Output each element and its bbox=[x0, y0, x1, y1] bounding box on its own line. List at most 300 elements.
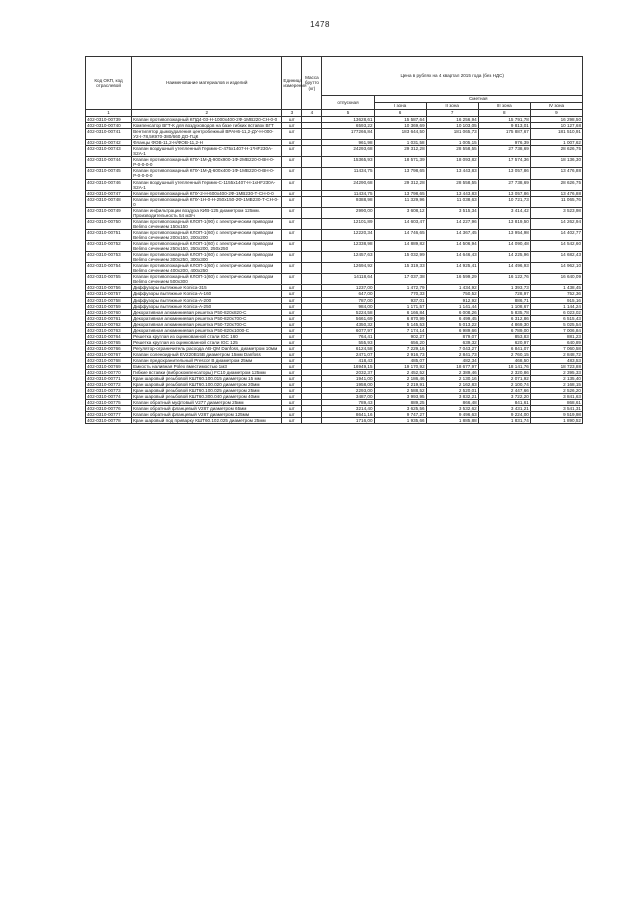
header-zone2: II зона bbox=[426, 103, 478, 110]
header-zone1: I зона bbox=[374, 103, 426, 110]
name-cell: Кран шаровый резьбовой КШТ60.100.025 диаметром 25мм bbox=[132, 388, 282, 394]
code-cell: 402-0310-00743 bbox=[86, 146, 132, 157]
release-price-cell: 984,00 bbox=[322, 303, 374, 309]
release-price-cell: 12220,34 bbox=[322, 229, 374, 240]
code-cell: 402-0310-00768 bbox=[86, 357, 132, 363]
name-cell: Решетка круглая из оцинкованной стали IGC 160 bbox=[132, 333, 282, 339]
name-cell: Клапан противопожарный КЛОП-1(60) с электрическим приводом Belimo сечением 200х150, 200х200 bbox=[132, 229, 282, 240]
zone4-price-cell: 2 395,33 bbox=[530, 370, 582, 376]
zone4-price-cell: 18 136,30 bbox=[530, 157, 582, 168]
zone3-price-cell: 3 431,21 bbox=[478, 406, 530, 412]
code-cell: 402-0310-00766 bbox=[86, 345, 132, 351]
release-price-cell: 961,98 bbox=[322, 140, 374, 146]
zone1-price-cell: 6 870,99 bbox=[374, 315, 426, 321]
header-release: отпускная bbox=[322, 96, 374, 110]
unit-cell: шт bbox=[282, 388, 302, 394]
mass-cell bbox=[302, 146, 322, 157]
code-cell: 402-0310-00760 bbox=[86, 309, 132, 315]
zone4-price-cell: 3 541,31 bbox=[530, 406, 582, 412]
unit-cell: шт bbox=[282, 351, 302, 357]
zone3-price-cell: 13 057,86 bbox=[478, 190, 530, 196]
zone3-price-cell: 9 224,00 bbox=[478, 412, 530, 418]
zone3-price-cell: 886,71 bbox=[478, 297, 530, 303]
zone2-price-cell: 11 038,63 bbox=[426, 196, 478, 207]
price-table bbox=[85, 56, 583, 424]
mass-cell bbox=[302, 129, 322, 140]
zone4-price-cell: 5 025,54 bbox=[530, 321, 582, 327]
zone3-price-cell: 976,39 bbox=[478, 140, 530, 146]
column-number: 6 bbox=[374, 110, 426, 117]
name-cell: Клапан обратный фланцевый V287 диаметром 125мм bbox=[132, 412, 282, 418]
release-price-cell: 12101,89 bbox=[322, 218, 374, 229]
zone1-price-cell: 7 174,14 bbox=[374, 327, 426, 333]
code-cell: 402-0310-00757 bbox=[86, 291, 132, 297]
name-cell: Клапан противопожарный КПУ-2-Н-600х400-2Ф-1МВ230-Т-СН-0-0 bbox=[132, 190, 282, 196]
zone4-price-cell: 9 519,98 bbox=[530, 412, 582, 418]
unit-cell: шт bbox=[282, 327, 302, 333]
table-row bbox=[86, 418, 583, 424]
code-cell: 402-0310-00769 bbox=[86, 364, 132, 370]
unit-cell: шт bbox=[282, 364, 302, 370]
zone2-price-cell: 7 043,27 bbox=[426, 345, 478, 351]
zone2-price-cell: 2 389,46 bbox=[426, 370, 478, 376]
code-cell: 402-0310-00758 bbox=[86, 297, 132, 303]
mass-cell bbox=[302, 168, 322, 179]
code-cell: 402-0310-00741 bbox=[86, 129, 132, 140]
header-mass: Масса брутто (кг) bbox=[302, 57, 322, 110]
code-cell: 402-0310-00747 bbox=[86, 190, 132, 196]
zone1-price-cell: 6 166,84 bbox=[374, 309, 426, 315]
release-price-cell: 16949,15 bbox=[322, 364, 374, 370]
header-price-group: Цена в рублях на 4 квартал 2015 года (без НДС) bbox=[322, 57, 583, 96]
zone3-price-cell: 16 122,76 bbox=[478, 274, 530, 285]
unit-cell: шт bbox=[282, 168, 302, 179]
unit-cell: шт bbox=[282, 218, 302, 229]
release-price-cell: 9388,98 bbox=[322, 196, 374, 207]
zone2-price-cell: 28 558,55 bbox=[426, 146, 478, 157]
name-cell: Клапан противопожарный КПУ-1Н-0-Н-250х150-2Ф-1МВ230-Т-СН-0-0 bbox=[132, 196, 282, 207]
unit-cell: шт bbox=[282, 140, 302, 146]
name-cell: Кран шаровый резьбовой КШТ60.100.020 диаметром 20мм bbox=[132, 382, 282, 388]
zone3-price-cell: 728,97 bbox=[478, 291, 530, 297]
unit-cell: шт bbox=[282, 146, 302, 157]
zone3-price-cell: 9 813,01 bbox=[478, 123, 530, 129]
zone1-price-cell: 3 608,12 bbox=[374, 207, 426, 218]
release-price-cell: 764,41 bbox=[322, 333, 374, 339]
zone4-price-cell: 14 962,10 bbox=[530, 263, 582, 274]
release-price-cell: 12338,98 bbox=[322, 241, 374, 252]
zone3-price-cell: 5 835,78 bbox=[478, 309, 530, 315]
zone1-price-cell: 2 452,52 bbox=[374, 370, 426, 376]
zone3-price-cell: 2 320,86 bbox=[478, 370, 530, 376]
zone2-price-cell: 639,32 bbox=[426, 339, 478, 345]
release-price-cell: 2990,00 bbox=[322, 207, 374, 218]
name-cell: Фланцы ФОВ-11,2-Н/ФОВ-11,2-Н bbox=[132, 140, 282, 146]
code-cell: 402-0310-00776 bbox=[86, 406, 132, 412]
zone1-price-cell: 13 798,65 bbox=[374, 190, 426, 196]
zone4-price-cell: 2 168,15 bbox=[530, 382, 582, 388]
release-price-cell: 24290,68 bbox=[322, 179, 374, 190]
release-price-cell: 2032,37 bbox=[322, 370, 374, 376]
release-price-cell: 14118,64 bbox=[322, 274, 374, 285]
zone2-price-cell: 16 599,29 bbox=[426, 274, 478, 285]
release-price-cell: 12694,92 bbox=[322, 263, 374, 274]
name-cell: Клапан противопожарный КПУ-1М-Д-900х900-1Ф-2МВ220-0-ВН-0-Р-0-0-0-0 bbox=[132, 157, 282, 168]
zone1-price-cell: 183 644,50 bbox=[374, 129, 426, 140]
release-price-cell: 8641,16 bbox=[322, 412, 374, 418]
zone1-price-cell: 1 935,66 bbox=[374, 418, 426, 424]
zone4-price-cell: 3 841,63 bbox=[530, 394, 582, 400]
unit-cell: шт bbox=[282, 418, 302, 424]
code-cell: 402-0310-00770 bbox=[86, 370, 132, 376]
unit-cell: шт bbox=[282, 333, 302, 339]
table-row bbox=[86, 157, 583, 168]
zone3-price-cell: 3 722,20 bbox=[478, 394, 530, 400]
unit-cell: шт bbox=[282, 303, 302, 309]
mass-cell bbox=[302, 252, 322, 263]
header-code: Код ОКП, код отраслевой bbox=[86, 57, 132, 110]
unit-cell: шт bbox=[282, 157, 302, 168]
release-price-cell: 177266,84 bbox=[322, 129, 374, 140]
release-price-cell: 3214,40 bbox=[322, 406, 374, 412]
zone4-price-cell: 640,89 bbox=[530, 339, 582, 345]
header-zone3: III зона bbox=[478, 103, 530, 110]
table-row bbox=[86, 207, 583, 218]
zone1-price-cell: 17 037,38 bbox=[374, 274, 426, 285]
unit-cell: шт bbox=[282, 357, 302, 363]
code-cell: 402-0310-00756 bbox=[86, 285, 132, 291]
zone1-price-cell: 3 625,56 bbox=[374, 406, 426, 412]
column-number: 2 bbox=[132, 110, 282, 117]
zone4-price-cell: 181 510,91 bbox=[530, 129, 582, 140]
zone2-price-cell: 879,07 bbox=[426, 333, 478, 339]
zone1-price-cell: 15 319,33 bbox=[374, 263, 426, 274]
name-cell: Регулятор-ограничитель расхода AB-QM Danfoss, диаметром 10мм bbox=[132, 345, 282, 351]
zone3-price-cell: 853,83 bbox=[478, 333, 530, 339]
code-cell: 402-0310-00774 bbox=[86, 394, 132, 400]
zone4-price-cell: 7 006,84 bbox=[530, 327, 582, 333]
name-cell: Декоративная алюминиевая решетка Р50-720х700-С bbox=[132, 321, 282, 327]
zone4-price-cell: 28 626,75 bbox=[530, 146, 582, 157]
name-cell: Диффузоры вытяжные Konica-А-160 bbox=[132, 291, 282, 297]
zone4-price-cell: 16 298,50 bbox=[530, 117, 582, 123]
mass-cell bbox=[302, 418, 322, 424]
unit-cell: шт bbox=[282, 315, 302, 321]
name-cell: Клапан противопожарный КЛОП-1(60) с электрическим приводом Belimo сечением 250х150, 250х200, 250х250 bbox=[132, 241, 282, 252]
name-cell: Декоративная алюминиевая решетка Р50-820х820-С bbox=[132, 309, 282, 315]
zone3-price-cell: 6 789,00 bbox=[478, 327, 530, 333]
zone1-price-cell: 10 369,69 bbox=[374, 123, 426, 129]
name-cell: Клапан обратный муфтовый V277 диаметром 25мм bbox=[132, 400, 282, 406]
name-cell: Вентилятор дымоудаления центробежный ВРАН6-11,2-ДУ-Н-000-У2-I-78,5К970-380/660 ДО-ГЦК bbox=[132, 129, 282, 140]
code-cell: 402-0310-00751 bbox=[86, 229, 132, 240]
page-number: 1478 bbox=[310, 20, 330, 29]
name-cell: Клапан противопожарный КПД4-03-Н-1000х400-2Ф-1МВ220-СН-0-0 bbox=[132, 117, 282, 123]
zone1-price-cell: 656,20 bbox=[374, 339, 426, 345]
unit-cell: шт bbox=[282, 123, 302, 129]
zone3-price-cell: 13 057,86 bbox=[478, 168, 530, 179]
column-number-row bbox=[86, 110, 583, 117]
zone2-price-cell: 14 227,96 bbox=[426, 218, 478, 229]
name-cell: Кран шаровый под приварку КШТ60.102.025 диаметром 25мм bbox=[132, 418, 282, 424]
zone4-price-cell: 1 007,62 bbox=[530, 140, 582, 146]
zone4-price-cell: 13 476,88 bbox=[530, 190, 582, 196]
code-cell: 402-0310-00777 bbox=[86, 412, 132, 418]
name-cell: Диффузоры вытяжные Konica-А-250 bbox=[132, 303, 282, 309]
table-body bbox=[86, 117, 583, 424]
unit-cell: шт bbox=[282, 229, 302, 240]
release-price-cell: 6124,58 bbox=[322, 345, 374, 351]
unit-cell: шт bbox=[282, 376, 302, 382]
zone1-price-cell: 902,27 bbox=[374, 333, 426, 339]
column-number: 1 bbox=[86, 110, 132, 117]
code-cell: 402-0310-00754 bbox=[86, 263, 132, 274]
zone2-price-cell: 3 832,21 bbox=[426, 394, 478, 400]
zone1-price-cell: 15 587,64 bbox=[374, 117, 426, 123]
table-row bbox=[86, 218, 583, 229]
column-number: 3 bbox=[282, 110, 302, 117]
release-price-cell: 6593,22 bbox=[322, 123, 374, 129]
unit-cell: шт bbox=[282, 370, 302, 376]
zone4-price-cell: 6 023,02 bbox=[530, 309, 582, 315]
zone2-price-cell: 3 532,62 bbox=[426, 406, 478, 412]
table-row bbox=[86, 252, 583, 263]
zone4-price-cell: 752,36 bbox=[530, 291, 582, 297]
release-price-cell: 4350,32 bbox=[322, 321, 374, 327]
table-row bbox=[86, 263, 583, 274]
code-cell: 402-0310-00763 bbox=[86, 327, 132, 333]
release-price-cell: 1941,00 bbox=[322, 376, 374, 382]
zone2-price-cell: 482,34 bbox=[426, 357, 478, 363]
name-cell: Клапан инфильтрации воздуха КИВ-125 диаметром 125мм. Производительность 54 м3/ч bbox=[132, 207, 282, 218]
zone1-price-cell: 7 229,16 bbox=[374, 345, 426, 351]
header-estimate: Сметная bbox=[374, 96, 582, 103]
zone1-price-cell: 2 186,46 bbox=[374, 376, 426, 382]
zone2-price-cell: 14 646,43 bbox=[426, 252, 478, 263]
code-cell: 402-0310-00749 bbox=[86, 207, 132, 218]
release-price-cell: 13628,61 bbox=[322, 117, 374, 123]
code-cell: 402-0310-00750 bbox=[86, 218, 132, 229]
code-cell: 402-0310-00773 bbox=[86, 388, 132, 394]
code-cell: 402-0310-00778 bbox=[86, 418, 132, 424]
zone4-price-cell: 1 438,45 bbox=[530, 285, 582, 291]
unit-cell: шт bbox=[282, 252, 302, 263]
zone2-price-cell: 18 677,97 bbox=[426, 364, 478, 370]
name-cell: Клапан противопожарный КЛОП-1(60) с электрическим приводом Belimo сечением 500х300 bbox=[132, 274, 282, 285]
zone4-price-cell: 3 523,98 bbox=[530, 207, 582, 218]
unit-cell: шт bbox=[282, 179, 302, 190]
zone3-price-cell: 841,61 bbox=[478, 400, 530, 406]
code-cell: 402-0310-00761 bbox=[86, 315, 132, 321]
zone3-price-cell: 1 393,73 bbox=[478, 285, 530, 291]
release-price-cell: 647,00 bbox=[322, 291, 374, 297]
column-number: 7 bbox=[426, 110, 478, 117]
release-price-cell: 787,00 bbox=[322, 297, 374, 303]
name-cell: Клапан противопожарный КЛОП-1(60) с электрическим приводом Belimo сечением 300х250, 300х300 bbox=[132, 252, 282, 263]
code-cell: 402-0310-00755 bbox=[86, 274, 132, 285]
zone3-price-cell: 13 954,98 bbox=[478, 229, 530, 240]
zone2-price-cell: 18 093,82 bbox=[426, 157, 478, 168]
zone2-price-cell: 2 520,01 bbox=[426, 388, 478, 394]
release-price-cell: 789,43 bbox=[322, 400, 374, 406]
name-cell: Клапан воздушный утепленный Гермик-С-475х1407-Н-1*НF230А-S2А-1 bbox=[132, 146, 282, 157]
zone3-price-cell: 27 738,69 bbox=[478, 179, 530, 190]
zone1-price-cell: 29 312,28 bbox=[374, 179, 426, 190]
code-cell: 402-0310-00772 bbox=[86, 382, 132, 388]
zone2-price-cell: 912,92 bbox=[426, 297, 478, 303]
zone2-price-cell: 866,48 bbox=[426, 400, 478, 406]
code-cell: 402-0310-00767 bbox=[86, 351, 132, 357]
zone1-price-cell: 11 329,96 bbox=[374, 196, 426, 207]
release-price-cell: 2471,07 bbox=[322, 351, 374, 357]
mass-cell bbox=[302, 207, 322, 218]
code-cell: 402-0310-00765 bbox=[86, 339, 132, 345]
zone2-price-cell: 1 005,15 bbox=[426, 140, 478, 146]
name-cell: Клапан предохранительный Prescor B диаметром 25мм bbox=[132, 357, 282, 363]
zone3-price-cell: 2 447,66 bbox=[478, 388, 530, 394]
unit-cell: шт bbox=[282, 412, 302, 418]
zone1-price-cell: 2 588,52 bbox=[374, 388, 426, 394]
zone2-price-cell: 2 130,16 bbox=[426, 376, 478, 382]
zone4-price-cell: 868,61 bbox=[530, 400, 582, 406]
release-price-cell: 15365,93 bbox=[322, 157, 374, 168]
unit-cell: шт bbox=[282, 291, 302, 297]
zone2-price-cell: 13 443,83 bbox=[426, 168, 478, 179]
release-price-cell: 3487,00 bbox=[322, 394, 374, 400]
release-price-cell: 5661,69 bbox=[322, 315, 374, 321]
unit-cell: шт bbox=[282, 274, 302, 285]
zone4-price-cell: 881,23 bbox=[530, 333, 582, 339]
name-cell: Клапан обратный фланцевый V287 диаметром 65мм bbox=[132, 406, 282, 412]
mass-cell bbox=[302, 229, 322, 240]
zone4-price-cell: 915,16 bbox=[530, 297, 582, 303]
unit-cell: шт bbox=[282, 263, 302, 274]
header-name: Наименование материалов и изделий bbox=[132, 57, 282, 110]
name-cell: Гибкие вставки (виброкомпенсаторы) FC10 диаметром 125мм bbox=[132, 370, 282, 376]
zone4-price-cell: 14 402,77 bbox=[530, 229, 582, 240]
table-row bbox=[86, 241, 583, 252]
table-row bbox=[86, 168, 583, 179]
code-cell: 402-0310-00759 bbox=[86, 303, 132, 309]
zone4-price-cell: 18 723,88 bbox=[530, 364, 582, 370]
code-cell: 402-0310-00748 bbox=[86, 196, 132, 207]
zone3-price-cell: 14 090,48 bbox=[478, 241, 530, 252]
zone2-price-cell: 5 013,22 bbox=[426, 321, 478, 327]
name-cell: Решетка круглая из оцинкованной стали IGC 125 bbox=[132, 339, 282, 345]
release-price-cell: 11434,75 bbox=[322, 190, 374, 196]
zone4-price-cell: 2 848,72 bbox=[530, 351, 582, 357]
release-price-cell: 5224,58 bbox=[322, 309, 374, 315]
zone3-price-cell: 10 721,73 bbox=[478, 196, 530, 207]
zone1-price-cell: 889,25 bbox=[374, 400, 426, 406]
zone4-price-cell: 483,53 bbox=[530, 357, 582, 363]
unit-cell: шт bbox=[282, 196, 302, 207]
name-cell: Декоративная алюминиевая решетка Р50-820х700-С bbox=[132, 315, 282, 321]
zone4-price-cell: 14 262,94 bbox=[530, 218, 582, 229]
zone3-price-cell: 4 869,30 bbox=[478, 321, 530, 327]
zone1-price-cell: 19 170,92 bbox=[374, 364, 426, 370]
table-row bbox=[86, 129, 583, 140]
unit-cell: шт bbox=[282, 117, 302, 123]
zone3-price-cell: 2 071,92 bbox=[478, 376, 530, 382]
name-cell: Кран шаровый резьбовой КШТ60.100.015 диаметром 15 мм bbox=[132, 376, 282, 382]
mass-cell bbox=[302, 157, 322, 168]
name-cell: Компенсатор ВГТ-К для воздуховодов на базе гибких вставок ВГТ bbox=[132, 123, 282, 129]
zone2-price-cell: 750,52 bbox=[426, 291, 478, 297]
header-zone4: IV зона bbox=[530, 103, 582, 110]
code-cell: 402-0310-00745 bbox=[86, 168, 132, 179]
table-row bbox=[86, 229, 583, 240]
zone2-price-cell: 14 367,45 bbox=[426, 229, 478, 240]
zone1-price-cell: 1 472,79 bbox=[374, 285, 426, 291]
zone2-price-cell: 10 103,05 bbox=[426, 123, 478, 129]
zone1-price-cell: 3 993,95 bbox=[374, 394, 426, 400]
name-cell: Клапан противопожарный КПУ-1М-Д-600х400-1Ф-1МВ220-0-ВН-0-Р-0-0-0-0 bbox=[132, 168, 282, 179]
code-cell: 402-0310-00742 bbox=[86, 140, 132, 146]
zone3-price-cell: 6 841,07 bbox=[478, 345, 530, 351]
column-number: 8 bbox=[478, 110, 530, 117]
mass-cell bbox=[302, 196, 322, 207]
name-cell: Диффузоры вытяжные Konica-315 bbox=[132, 285, 282, 291]
zone2-price-cell: 1 141,44 bbox=[426, 303, 478, 309]
header-unit: Единица измерения bbox=[282, 57, 302, 110]
zone4-price-cell: 1 144,24 bbox=[530, 303, 582, 309]
zone1-price-cell: 13 798,65 bbox=[374, 168, 426, 179]
release-price-cell: 24293,68 bbox=[322, 146, 374, 157]
release-price-cell: 555,93 bbox=[322, 339, 374, 345]
zone1-price-cell: 5 145,53 bbox=[374, 321, 426, 327]
zone3-price-cell: 2 100,74 bbox=[478, 382, 530, 388]
zone2-price-cell: 13 443,83 bbox=[426, 190, 478, 196]
unit-cell: шт bbox=[282, 321, 302, 327]
code-cell: 402-0310-00753 bbox=[86, 252, 132, 263]
column-number: 5 bbox=[322, 110, 374, 117]
unit-cell: шт bbox=[282, 190, 302, 196]
unit-cell: шт bbox=[282, 207, 302, 218]
zone4-price-cell: 11 065,76 bbox=[530, 196, 582, 207]
zone4-price-cell: 2 135,40 bbox=[530, 376, 582, 382]
zone2-price-cell: 16 256,94 bbox=[426, 117, 478, 123]
name-cell: Диффузоры вытяжные Konica-А-200 bbox=[132, 297, 282, 303]
code-cell: 402-0310-00764 bbox=[86, 333, 132, 339]
zone3-price-cell: 27 738,69 bbox=[478, 146, 530, 157]
zone1-price-cell: 770,33 bbox=[374, 291, 426, 297]
zone3-price-cell: 175 887,67 bbox=[478, 129, 530, 140]
zone3-price-cell: 15 791,78 bbox=[478, 117, 530, 123]
zone2-price-cell: 2 841,73 bbox=[426, 351, 478, 357]
zone2-price-cell: 14 925,41 bbox=[426, 263, 478, 274]
zone1-price-cell: 9 747,27 bbox=[374, 412, 426, 418]
zone1-price-cell: 15 032,99 bbox=[374, 252, 426, 263]
zone4-price-cell: 6 515,43 bbox=[530, 315, 582, 321]
zone1-price-cell: 1 171,57 bbox=[374, 303, 426, 309]
table-row bbox=[86, 274, 583, 285]
zone4-price-cell: 2 526,20 bbox=[530, 388, 582, 394]
release-price-cell: 418,43 bbox=[322, 357, 374, 363]
release-price-cell: 6077,97 bbox=[322, 327, 374, 333]
release-price-cell: 1716,00 bbox=[322, 418, 374, 424]
zone4-price-cell: 14 682,43 bbox=[530, 252, 582, 263]
zone1-price-cell: 18 571,39 bbox=[374, 157, 426, 168]
name-cell: Кран шаровый резьбовой КШТ60.300.040 диаметром 40мм bbox=[132, 394, 282, 400]
zone2-price-cell: 6 989,66 bbox=[426, 327, 478, 333]
zone2-price-cell: 1 434,92 bbox=[426, 285, 478, 291]
table-row bbox=[86, 196, 583, 207]
unit-cell: шт bbox=[282, 382, 302, 388]
zone1-price-cell: 1 031,58 bbox=[374, 140, 426, 146]
zone3-price-cell: 17 574,36 bbox=[478, 157, 530, 168]
code-cell: 402-0310-00739 bbox=[86, 117, 132, 123]
